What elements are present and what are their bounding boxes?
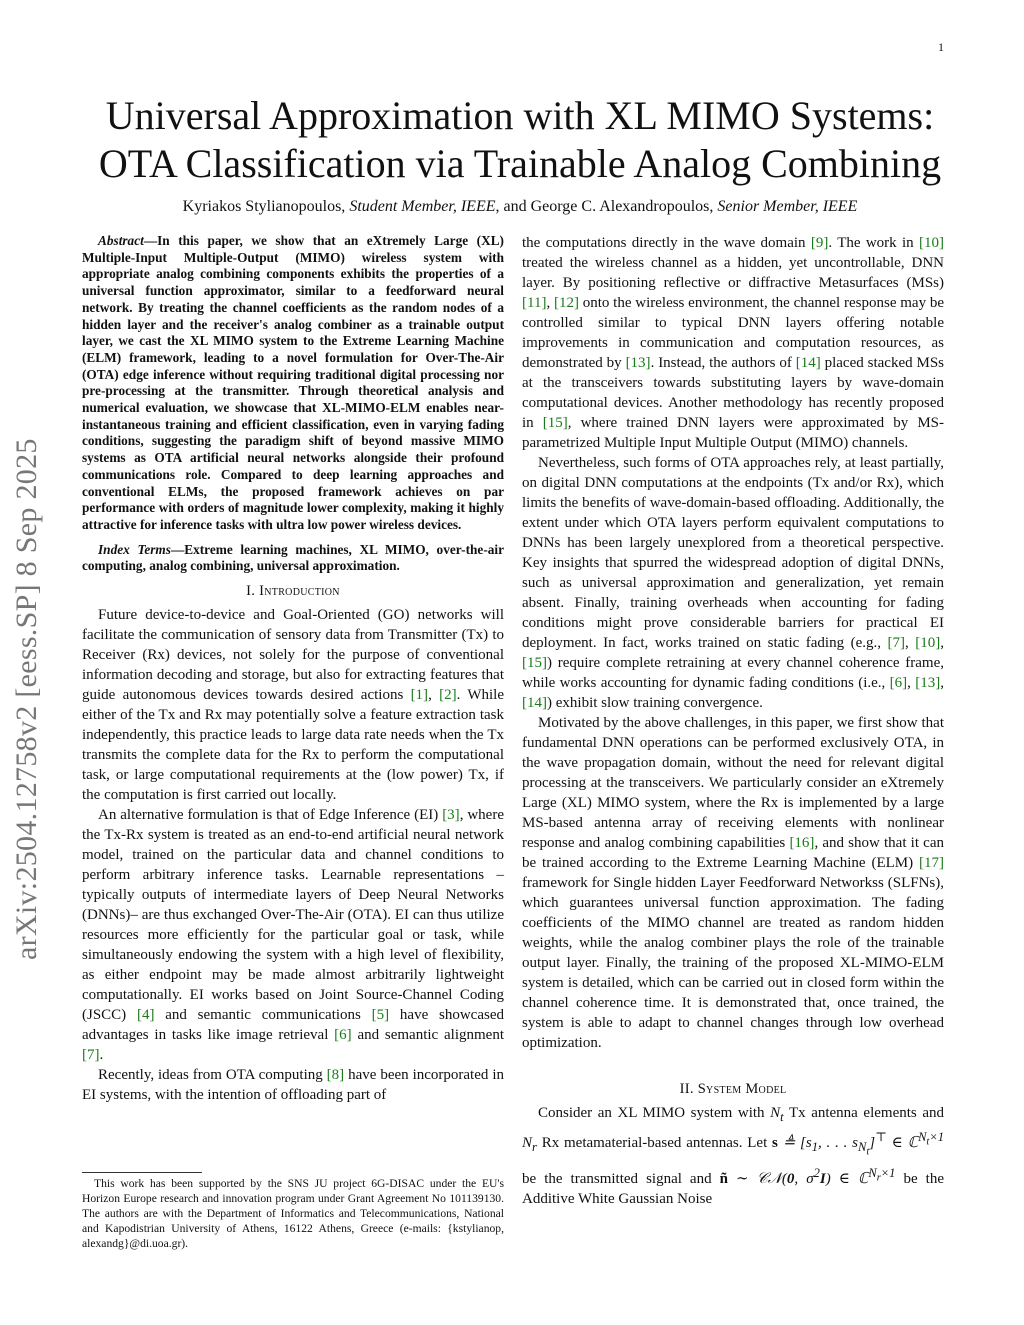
citation-link[interactable]: [14] (522, 695, 547, 711)
math-superscript: ⊤ (875, 1130, 887, 1144)
text-run: ) require complete retraining at every channel coherence frame, while works accounting for dynamic fading conditions (i.e., (522, 655, 944, 691)
text-run: Motivated by the above challenges, in this paper, we first show that fundamental DNN operations can be performed exclusively OTA, in the wave propagation domain, without the need for relevant digital processing at the transceivers. We particularly consider an eXtremely Large (XL) MIMO system, where the Rx is implemented by a large MS-based antenna array of receiving elements with nonlinear response and analog combining capabilities (522, 715, 944, 851)
text-run: . While either of the Tx and Rx may potentially solve a feature extraction task independently, this practice leads to large data rate needs when the Tx transmits the complete data for the Rx to perform the computational task, or large computational requirements at the (low power) Tx, if the computation is first carried out locally. (82, 687, 504, 804)
citation-link[interactable]: [2] (439, 687, 457, 704)
abstract-text: —In this paper, we show that an eXtremely Large (XL) Multiple-Input Multiple-Output (MIMO) wireless system with appropriate analog combining components exhibits the properties of a universal function approximator, similar to a feedforward neural network. By treating the channel coefficients as the random nodes of a hidden layer and the receiver's analog combiner as a trainable output layer, we cast the XL MIMO system to the Extreme Learning Machine (ELM) framework, leading to a novel formulation for Over-The-Air (OTA) edge inference without requiring traditional digital processing nor pre-processing at the transmitter. Through theoretical analysis and numerical evaluation, we showcase that XL-MIMO-ELM enables near-instantaneous training and efficient classification, even in varying fading conditions, suggesting the paradigm shift of beyond massive MIMO systems as OTA artificial neural networks alongside their profound communications role. Compared to deep learning approaches and conventional ELMs, the proposed framework achieves on par performance with orders of magnitude lower complexity, making it highly attractive for inference tasks with ultra low power wireless devices. (82, 233, 504, 532)
citation-link[interactable]: [3] (442, 807, 460, 824)
citation-link[interactable]: [17] (919, 855, 944, 871)
text-run: , (905, 635, 916, 651)
citation-link[interactable]: [16] (789, 835, 815, 851)
math-subscript: t (926, 1136, 930, 1148)
text-run: , (940, 635, 945, 651)
text-run: An alternative formulation is that of Edge Inference (EI) (98, 807, 443, 824)
math-vector-n: ñ (719, 1170, 728, 1187)
citation-link[interactable]: [15] (522, 655, 547, 671)
section-number: II. (679, 1081, 698, 1097)
section-title: System Model (697, 1081, 787, 1097)
text-run: . The work in (828, 235, 919, 251)
text-run: be the transmitted signal and (522, 1170, 720, 1187)
math-part: N (868, 1165, 877, 1180)
math-part: N (918, 1130, 927, 1144)
text-run: framework for Single hidden Layer Feedforward Networkss (SLFNs), which guarantees universal function approximation. The fading coefficients of the MIMO channel are treated as random hidden weights, while the analog combiner plays the role of the trainable output layer. Finally, the training of the proposed XL-MIMO-ELM system is detailed, which can be carried out in closed form within the channel coherence time. It is demonstrated that, once trained, the system is able to adapt to channel changes through low overhead optimization. (522, 875, 944, 1051)
text-run: , and show that it can be trained according to the Extreme Learning Machine (ELM) (522, 835, 944, 871)
citation-link[interactable]: [8] (326, 1067, 345, 1084)
text-run: , where the Tx-Rx system is treated as an end-to-end artificial neural network model, trained on the particular data and channel conditions to perform arbitrary inference tasks. Learnable representations –typically outputs of intermediate layers of Deep Neural Networks (DNNs)– are thus exchanged Over-The-Air (OTA). EI can thus utilize resources more efficiently for the particular goal or task, while simultaneously endowing the system with a high level of flexibility, as either endpoint may be made almost arbitrarily lightweight computationally. EI works based on Joint Source-Channel Coding (JSCC) (82, 807, 504, 1024)
citation-link[interactable]: [4] (136, 1007, 155, 1024)
citation-link[interactable]: [15] (542, 415, 568, 431)
citation-link[interactable]: [13] (625, 355, 651, 371)
paper-title (70, 92, 970, 188)
index-terms-label: Index Terms (98, 541, 171, 557)
citation-link[interactable]: [1] (410, 687, 429, 704)
footnote: This work has been supported by the SNS JU project 6G-DISAC under the EU's Horizon Europe research and innovation program under Grant Agreement No 101139130. The authors are with the Department of Informatics and Telecommunications, National and Kapodistrian University of Athens, 16122 Athens, Greece (e-mails: {kstylianop, alexandg}@di.uoa.gr). (82, 1177, 504, 1250)
author-separator: , and George C. Alexandropoulos, (495, 198, 714, 215)
citation-link[interactable]: [5] (371, 1007, 390, 1024)
text-run: Consider an XL MIMO system with (538, 1105, 771, 1121)
text-run: ) exhibit slow training convergence. (547, 695, 763, 711)
page-number: 1 (938, 40, 944, 54)
right-paragraph-1 (522, 233, 944, 453)
citation-link[interactable]: [7] (82, 1047, 100, 1064)
math-subscript (858, 1140, 870, 1158)
math-identity: I (819, 1170, 826, 1187)
math-subscript: 1 (811, 1140, 818, 1154)
section-title: Introduction (259, 583, 340, 600)
author-line (80, 198, 960, 216)
footnote-divider (82, 1172, 202, 1173)
system-model-paragraph-1 (522, 1103, 944, 1209)
text-run: Rx metamaterial-based antennas. Let (536, 1135, 773, 1151)
text-run: Recently, ideas from OTA computing (98, 1067, 327, 1084)
math-part: ∈ ℂ (886, 1135, 919, 1151)
text-run: , (907, 675, 916, 691)
math-subscript: r (532, 1140, 537, 1154)
text-run: treated the wireless channel as a hidden, yet uncontrollable, DNN layer. By positioning reflective or diffractive Metasurfaces (MSs) (522, 255, 944, 291)
math-part: ×1 (929, 1130, 944, 1144)
text-run: have been incorporated in EI systems, with the intention of offloading part of (82, 1067, 504, 1104)
author-1-role: Student Member, IEEE (349, 198, 496, 215)
title-line-2: OTA Classification via Trainable Analog Combining (98, 141, 942, 186)
math-subscript: r (876, 1172, 881, 1183)
author-1: Kyriakos Stylianopoulos, (182, 198, 346, 215)
citation-link[interactable]: [13] (915, 675, 941, 691)
text-run: have showcased advantages in tasks like image retrieval (82, 1007, 504, 1044)
text-run: and semantic alignment (351, 1027, 504, 1044)
text-run: placed stacked MSs at the transceivers towards substituting layers by wave-domain computational devices. Another methodology has recently proposed in (522, 355, 944, 431)
math-vector-s: s (772, 1135, 778, 1151)
abstract (82, 233, 504, 534)
math-symbol: N (770, 1105, 781, 1121)
citation-link[interactable]: [12] (553, 295, 579, 311)
math-def (777, 1130, 944, 1158)
math-part: , . . . s (817, 1135, 859, 1151)
math-subscript: t (866, 1146, 870, 1158)
math-nr (522, 1135, 537, 1154)
math-zero: 0 (786, 1170, 795, 1187)
math-noise (727, 1165, 896, 1187)
index-terms (82, 542, 504, 575)
section-heading-introduction (82, 581, 504, 601)
math-part: ) ∈ ℂ (825, 1170, 869, 1187)
math-superscript: 2 (813, 1165, 820, 1180)
section-heading-system-model (522, 1079, 944, 1099)
author-2-role: Senior Member, IEEE (717, 198, 858, 215)
math-superscript (868, 1165, 896, 1183)
text-run: , (546, 295, 554, 311)
math-symbol: N (522, 1135, 533, 1151)
intro-paragraph-3 (82, 1065, 504, 1105)
math-part: ×1 (880, 1165, 896, 1180)
citation-link[interactable]: [9] (810, 235, 829, 251)
math-part: ∼ 𝒞𝒩( (727, 1170, 787, 1187)
section-number: I. (246, 583, 260, 600)
left-column (82, 233, 504, 1105)
text-run: Tx antenna elements and (783, 1105, 944, 1121)
arxiv-identifier: arXiv:2504.12758v2 [eess.SP] 8 Sep 2025 (10, 438, 43, 960)
text-run: Future device-to-device and Goal-Oriented (GO) networks will facilitate the communication of sensory data from Transmitter (Tx) to Receiver (Rx) devices, not solely for the purpose of conventional information decoding and storage, but also for extracting features that guide autonomous devices towards desired actions (82, 607, 504, 704)
math-subscript: t (780, 1110, 784, 1124)
math-part: ≜ [s (777, 1135, 812, 1151)
text-run: Nevertheless, such forms of OTA approaches rely, at least partially, on digital DNN computations at the endpoints (Tx and/or Rx), which limits the benefits of wave-domain-based offloading. Additionally, the extent under which OTA layers perform equivalent computations to DNNs has been largely unexplored from a theoretical perspective. Key insights that spurred the widespread adoption of digital DNNs, such as universal approximation and generalization, yet remain absent. Finally, training overheads when accounting for fading conditions might prove considerable barriers for practical EI deployment. In fact, works trained on static fading (e.g., (522, 455, 944, 651)
text-run: the computations directly in the wave domain (522, 235, 811, 251)
citation-link[interactable]: [7] (887, 635, 905, 651)
math-part: N (858, 1140, 867, 1154)
text-run: be the Additive White Gaussian Noise (522, 1170, 944, 1207)
section-spacer (522, 1053, 944, 1075)
right-paragraph-3 (522, 713, 944, 1053)
citation-link[interactable]: [11] (522, 295, 547, 311)
text-run: , (940, 675, 945, 691)
text-run: . Instead, the authors of (650, 355, 796, 371)
right-paragraph-2 (522, 453, 944, 713)
right-column (522, 233, 944, 1209)
math-part: ] (869, 1135, 876, 1151)
text-run: . (99, 1047, 104, 1064)
citation-link[interactable]: [14] (795, 355, 821, 371)
index-terms-text: —Extreme learning machines, XL MIMO, over-the-air computing, analog combining, universal approximation. (82, 541, 504, 574)
citation-link[interactable]: [6] (334, 1027, 352, 1044)
intro-paragraph-2 (82, 805, 504, 1065)
intro-paragraph-1: Future device-to-device and Goal-Oriented (GO) networks will facilitate the communication of sensory data from Transmitter (Tx) to Receiver (Rx) devices, not solely for the purpose of conventional information decoding and storage, but also for extracting features that guide autonomous devices towards desired actions [1], [2]. While either of the Tx and Rx may potentially solve a feature extraction task independently, this practice leads to large data rate needs when the Tx transmits the complete data for the Rx to perform the computational task, or large computational requirements at the (low power) Tx, if the computation is first carried out locally. (82, 607, 504, 804)
abstract-label: Abstract (98, 233, 144, 248)
math-part: , σ (794, 1170, 814, 1187)
math-nt (770, 1105, 784, 1124)
text-run: , where trained DNN layers were approximated by MS-parametrized Multiple Input Multiple Output (MIMO) channels. (522, 415, 945, 451)
math-superscript (918, 1130, 944, 1148)
citation-link[interactable]: [10] (915, 635, 941, 651)
title-line-1: Universal Approximation with XL MIMO Systems: (105, 93, 935, 138)
citation-link[interactable]: [6] (889, 675, 908, 691)
text-run: and semantic communications (154, 1007, 372, 1024)
text-run: onto the wireless environment, the channel response may be controlled similar to typical DNN layers offering notable improvements in communication and computation resources, as demonstrated by (522, 295, 944, 371)
citation-link[interactable]: [10] (919, 235, 944, 251)
